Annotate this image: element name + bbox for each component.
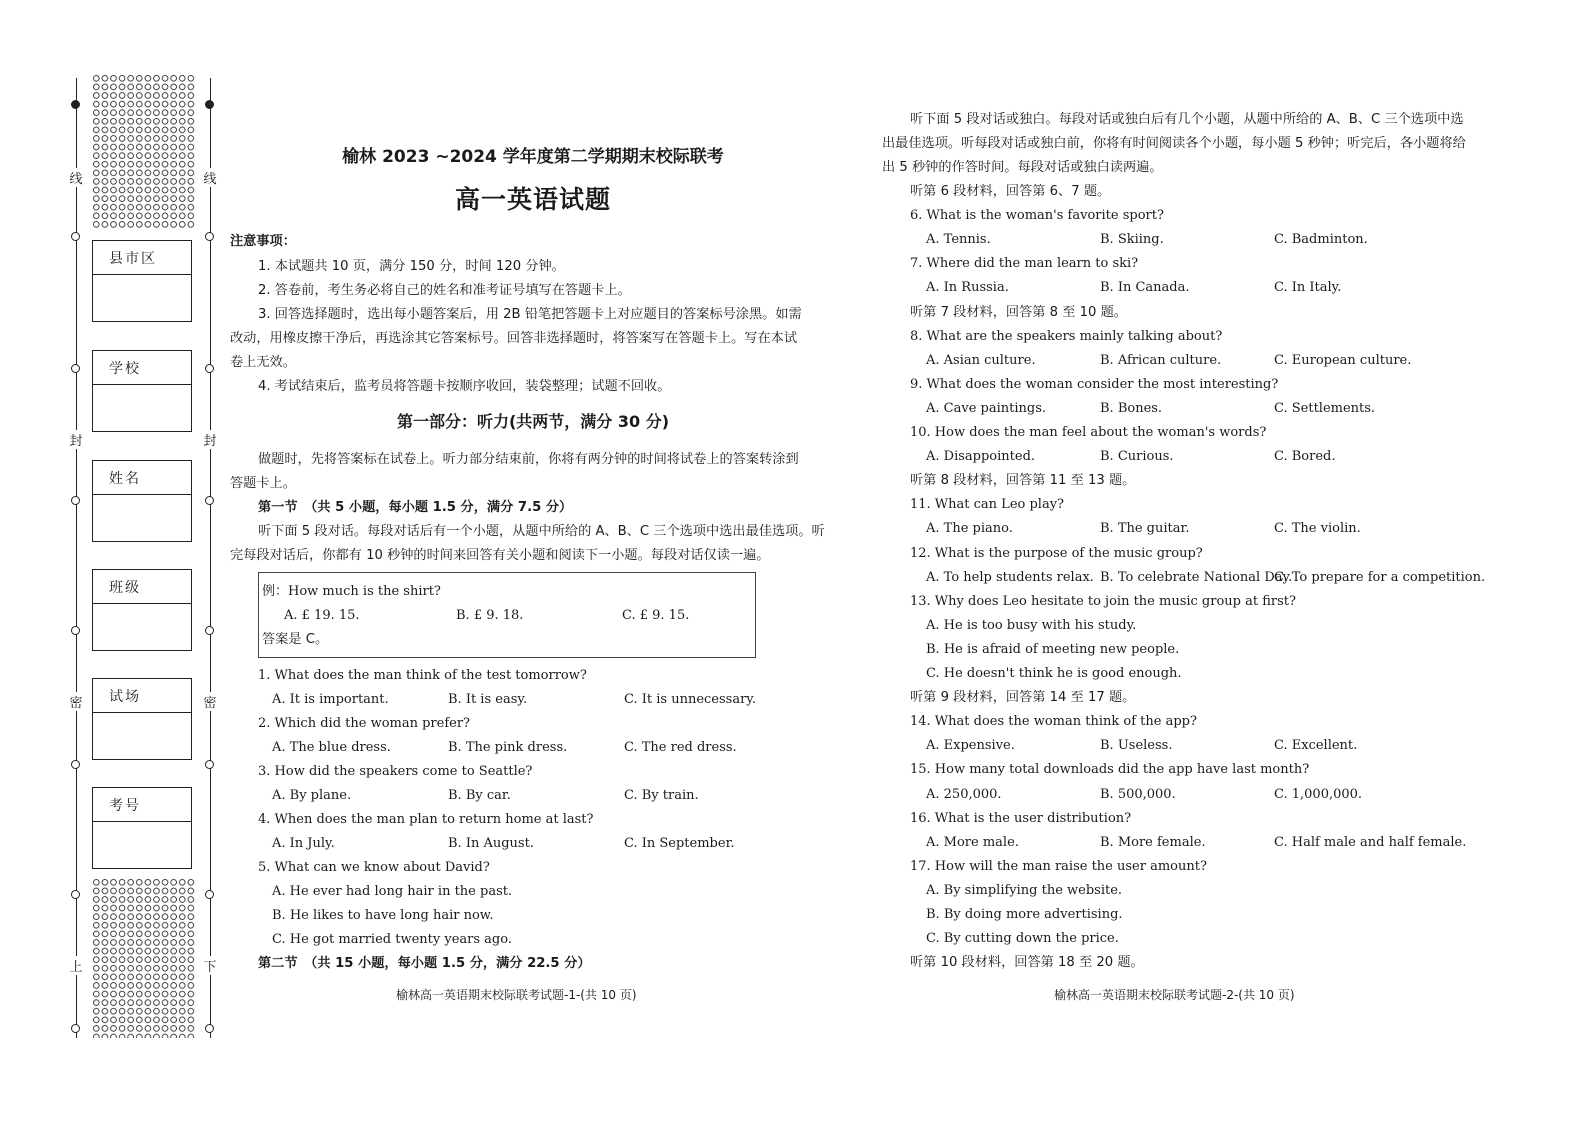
material-heading: 听第 10 段材料，回答第 18 至 20 题。 xyxy=(910,955,1144,970)
answer-option[interactable]: A. To help students relax. xyxy=(926,570,1094,585)
field-label: 班级 xyxy=(93,570,191,604)
field-label: 学校 xyxy=(93,351,191,385)
seal-word-left: 密 xyxy=(68,692,84,711)
answer-option[interactable]: A. He is too busy with his study. xyxy=(926,618,1137,633)
option-3b[interactable]: B. By car. xyxy=(448,788,511,803)
section2-intro: 出最佳选项。听每段对话或独白前，你将有时间阅读各个小题，每小题 5 秒钟；听完后，各小题将给 xyxy=(882,136,1466,151)
answer-option[interactable]: C. 1,000,000. xyxy=(1274,787,1363,802)
question-4: 4. When does the man plan to return home at last? xyxy=(258,812,594,827)
notice-heading: 注意事项： xyxy=(230,234,296,249)
option-5b[interactable]: B. He likes to have long hair now. xyxy=(272,908,494,923)
option-4b[interactable]: B. In August. xyxy=(448,836,534,851)
binding-hole-icon xyxy=(71,760,80,769)
binding-hole-icon xyxy=(71,626,80,635)
binding-hole-icon xyxy=(205,890,214,899)
question-text: 14. What does the woman think of the app? xyxy=(910,714,1197,729)
section2-intro: 出 5 秒钟的作答时间。每段对话或独白读两遍。 xyxy=(882,160,1163,175)
barcode-dot-grid xyxy=(92,878,196,1038)
question-2: 2. Which did the woman prefer? xyxy=(258,716,471,731)
option-2a[interactable]: A. The blue dress. xyxy=(272,740,391,755)
binding-hole-icon xyxy=(205,760,214,769)
notice-item: 4. 考试结束后，监考员将答题卡按顺序收回，装袋整理；试题不回收。 xyxy=(258,379,671,394)
binding-hole-icon xyxy=(205,100,214,109)
seal-word-left: 上 xyxy=(68,956,84,975)
answer-option[interactable]: B. Skiing. xyxy=(1100,232,1164,247)
field-class[interactable] xyxy=(92,569,192,651)
question-5: 5. What can we know about David? xyxy=(258,860,490,875)
field-county[interactable] xyxy=(92,240,192,322)
answer-option[interactable]: A. Disappointed. xyxy=(926,449,1036,464)
answer-option[interactable]: A. Expensive. xyxy=(926,738,1015,753)
binding-hole-icon xyxy=(205,364,214,373)
section2-intro: 听下面 5 段对话或独白。每段对话或独白后有几个小题，从题中所给的 A、B、C 三个选项中选 xyxy=(910,112,1464,127)
answer-option[interactable]: B. He is afraid of meeting new people. xyxy=(926,642,1180,657)
question-text: 6. What is the woman's favorite sport? xyxy=(910,208,1164,223)
option-3c[interactable]: C. By train. xyxy=(624,788,699,803)
option-4a[interactable]: A. In July. xyxy=(272,836,335,851)
field-label: 试场 xyxy=(93,679,191,713)
field-name[interactable] xyxy=(92,460,192,542)
field-label: 县市区 xyxy=(93,241,191,275)
binding-hole-icon xyxy=(71,232,80,241)
answer-option[interactable]: C. Bored. xyxy=(1274,449,1336,464)
answer-option[interactable]: A. The piano. xyxy=(926,521,1013,536)
section2-heading: 第二节 （共 15 小题，每小题 1.5 分，满分 22.5 分） xyxy=(258,956,591,971)
answer-option[interactable]: C. The violin. xyxy=(1274,521,1361,536)
seal-word-right: 下 xyxy=(202,956,218,975)
seal-word-right: 线 xyxy=(202,168,218,187)
answer-option[interactable]: B. By doing more advertising. xyxy=(926,907,1123,922)
answer-option[interactable]: A. Asian culture. xyxy=(926,353,1036,368)
notice-item: 3. 回答选择题时，选出每小题答案后，用 2B 铅笔把答题卡上对应题目的答案标号涂黑。如需 xyxy=(258,307,802,322)
section1-intro: 听下面 5 段对话。每段对话后有一个小题，从题中所给的 A、B、C 三个选项中选出最佳选项。听 xyxy=(258,524,825,539)
answer-option[interactable]: A. By simplifying the website. xyxy=(926,883,1123,898)
seal-word-right: 封 xyxy=(202,430,218,449)
answer-option[interactable]: C. European culture. xyxy=(1274,353,1412,368)
question-3: 3. How did the speakers come to Seattle? xyxy=(258,764,533,779)
barcode-dot-grid xyxy=(92,74,196,229)
binding-hole-icon xyxy=(71,496,80,505)
option-1c[interactable]: C. It is unnecessary. xyxy=(624,692,757,707)
material-heading: 听第 6 段材料，回答第 6、7 题。 xyxy=(910,184,1111,199)
exam-subtitle: 高一英语试题 xyxy=(454,185,611,214)
question-text: 12. What is the purpose of the music group? xyxy=(910,546,1203,561)
material-heading: 听第 7 段材料，回答第 8 至 10 题。 xyxy=(910,305,1127,320)
material-heading: 听第 8 段材料，回答第 11 至 13 题。 xyxy=(910,473,1136,488)
answer-option[interactable]: C. Excellent. xyxy=(1274,738,1358,753)
answer-option[interactable]: B. The guitar. xyxy=(1100,521,1190,536)
field-school[interactable] xyxy=(92,350,192,432)
answer-option[interactable]: C. By cutting down the price. xyxy=(926,931,1119,946)
part1-heading: 第一部分：听力(共两节，满分 30 分) xyxy=(396,412,670,431)
question-text: 8. What are the speakers mainly talking about? xyxy=(910,329,1223,344)
answer-option[interactable]: C. Badminton. xyxy=(1274,232,1368,247)
part1-intro: 答题卡上。 xyxy=(230,476,296,491)
answer-option[interactable]: C. In Italy. xyxy=(1274,280,1342,295)
answer-option[interactable]: A. In Russia. xyxy=(926,280,1009,295)
example-option: C. £ 9. 15. xyxy=(622,608,690,623)
question-text: 17. How will the man raise the user amount? xyxy=(910,859,1207,874)
section1-heading: 第一节 （共 5 小题，每小题 1.5 分，满分 7.5 分） xyxy=(258,500,573,515)
option-2b[interactable]: B. The pink dress. xyxy=(448,740,568,755)
answer-option[interactable]: B. Useless. xyxy=(1100,738,1173,753)
question-1: 1. What does the man think of the test tomorrow? xyxy=(258,668,587,683)
answer-option[interactable]: A. Cave paintings. xyxy=(926,401,1047,416)
answer-option[interactable]: B. African culture. xyxy=(1100,353,1222,368)
notice-item: 2. 答卷前，考生务必将自己的姓名和准考证号填写在答题卡上。 xyxy=(258,283,631,298)
field-label: 考号 xyxy=(93,788,191,822)
question-text: 15. How many total downloads did the app have last month? xyxy=(910,762,1310,777)
binding-hole-icon xyxy=(205,496,214,505)
option-2c[interactable]: C. The red dress. xyxy=(624,740,737,755)
answer-option[interactable]: B. 500,000. xyxy=(1100,787,1176,802)
option-4c[interactable]: C. In September. xyxy=(624,836,735,851)
option-1a[interactable]: A. It is important. xyxy=(272,692,389,707)
example-option: B. £ 9. 18. xyxy=(456,608,524,623)
binding-hole-icon xyxy=(205,232,214,241)
page-footer: 榆林高一英语期末校际联考试题-1-(共 10 页) xyxy=(396,988,637,1002)
answer-option[interactable]: B. To celebrate National Day. xyxy=(1100,570,1293,585)
field-exam-room[interactable] xyxy=(92,678,192,760)
question-text: 7. Where did the man learn to ski? xyxy=(910,256,1139,271)
binding-hole-icon xyxy=(71,1024,80,1033)
page-footer: 榆林高一英语期末校际联考试题-2-(共 10 页) xyxy=(1054,988,1295,1002)
answer-option[interactable]: C. Settlements. xyxy=(1274,401,1376,416)
notice-item: 1. 本试题共 10 页，满分 150 分，时间 120 分钟。 xyxy=(258,259,565,274)
answer-option[interactable]: A. More male. xyxy=(926,835,1019,850)
answer-option[interactable]: C. To prepare for a competition. xyxy=(1274,570,1486,585)
option-1b[interactable]: B. It is easy. xyxy=(448,692,528,707)
option-3a[interactable]: A. By plane. xyxy=(272,788,352,803)
answer-option[interactable]: B. In Canada. xyxy=(1100,280,1190,295)
option-5c[interactable]: C. He got married twenty years ago. xyxy=(272,932,512,947)
question-text: 9. What does the woman consider the most interesting? xyxy=(910,377,1279,392)
example-answer: 答案是 C。 xyxy=(262,632,329,647)
question-text: 11. What can Leo play? xyxy=(910,497,1065,512)
question-text: 16. What is the user distribution? xyxy=(910,811,1132,826)
binding-strip xyxy=(60,70,220,1060)
field-label: 姓名 xyxy=(93,461,191,495)
answer-option[interactable]: B. Bones. xyxy=(1100,401,1163,416)
notice-item: 卷上无效。 xyxy=(230,355,296,370)
answer-option[interactable]: A. 250,000. xyxy=(926,787,1002,802)
notice-item: 改动，用橡皮擦干净后，再选涂其它答案标号。回答非选择题时，将答案写在答题卡上。写在本试 xyxy=(230,331,798,346)
answer-option[interactable]: B. Curious. xyxy=(1100,449,1174,464)
seal-word-left: 封 xyxy=(68,430,84,449)
option-5a[interactable]: A. He ever had long hair in the past. xyxy=(272,884,513,899)
exam-title: 榆林 2023 ~2024 学年度第二学期期末校际联考 xyxy=(342,147,724,167)
field-exam-number[interactable] xyxy=(92,787,192,869)
seal-word-left: 线 xyxy=(68,168,84,187)
question-text: 13. Why does Leo hesitate to join the music group at first? xyxy=(910,594,1296,609)
answer-option[interactable]: B. More female. xyxy=(1100,835,1206,850)
question-text: 10. How does the man feel about the woman's words? xyxy=(910,425,1267,440)
example-question: 例：How much is the shirt? xyxy=(262,584,441,599)
material-heading: 听第 9 段材料，回答第 14 至 17 题。 xyxy=(910,690,1136,705)
answer-option[interactable]: C. Half male and half female. xyxy=(1274,835,1467,850)
binding-hole-icon xyxy=(71,364,80,373)
binding-hole-icon xyxy=(205,1024,214,1033)
answer-option[interactable]: A. Tennis. xyxy=(926,232,991,247)
binding-hole-icon xyxy=(205,626,214,635)
example-option: A. £ 19. 15. xyxy=(284,608,360,623)
binding-hole-icon xyxy=(71,890,80,899)
seal-word-right: 密 xyxy=(202,692,218,711)
binding-hole-icon xyxy=(71,100,80,109)
part1-intro: 做题时，先将答案标在试卷上。听力部分结束前，你将有两分钟的时间将试卷上的答案转涂到 xyxy=(258,452,799,467)
section1-intro: 完每段对话后，你都有 10 秒钟的时间来回答有关小题和阅读下一小题。每段对话仅读一遍。 xyxy=(230,548,770,563)
answer-option[interactable]: C. He doesn't think he is good enough. xyxy=(926,666,1182,681)
